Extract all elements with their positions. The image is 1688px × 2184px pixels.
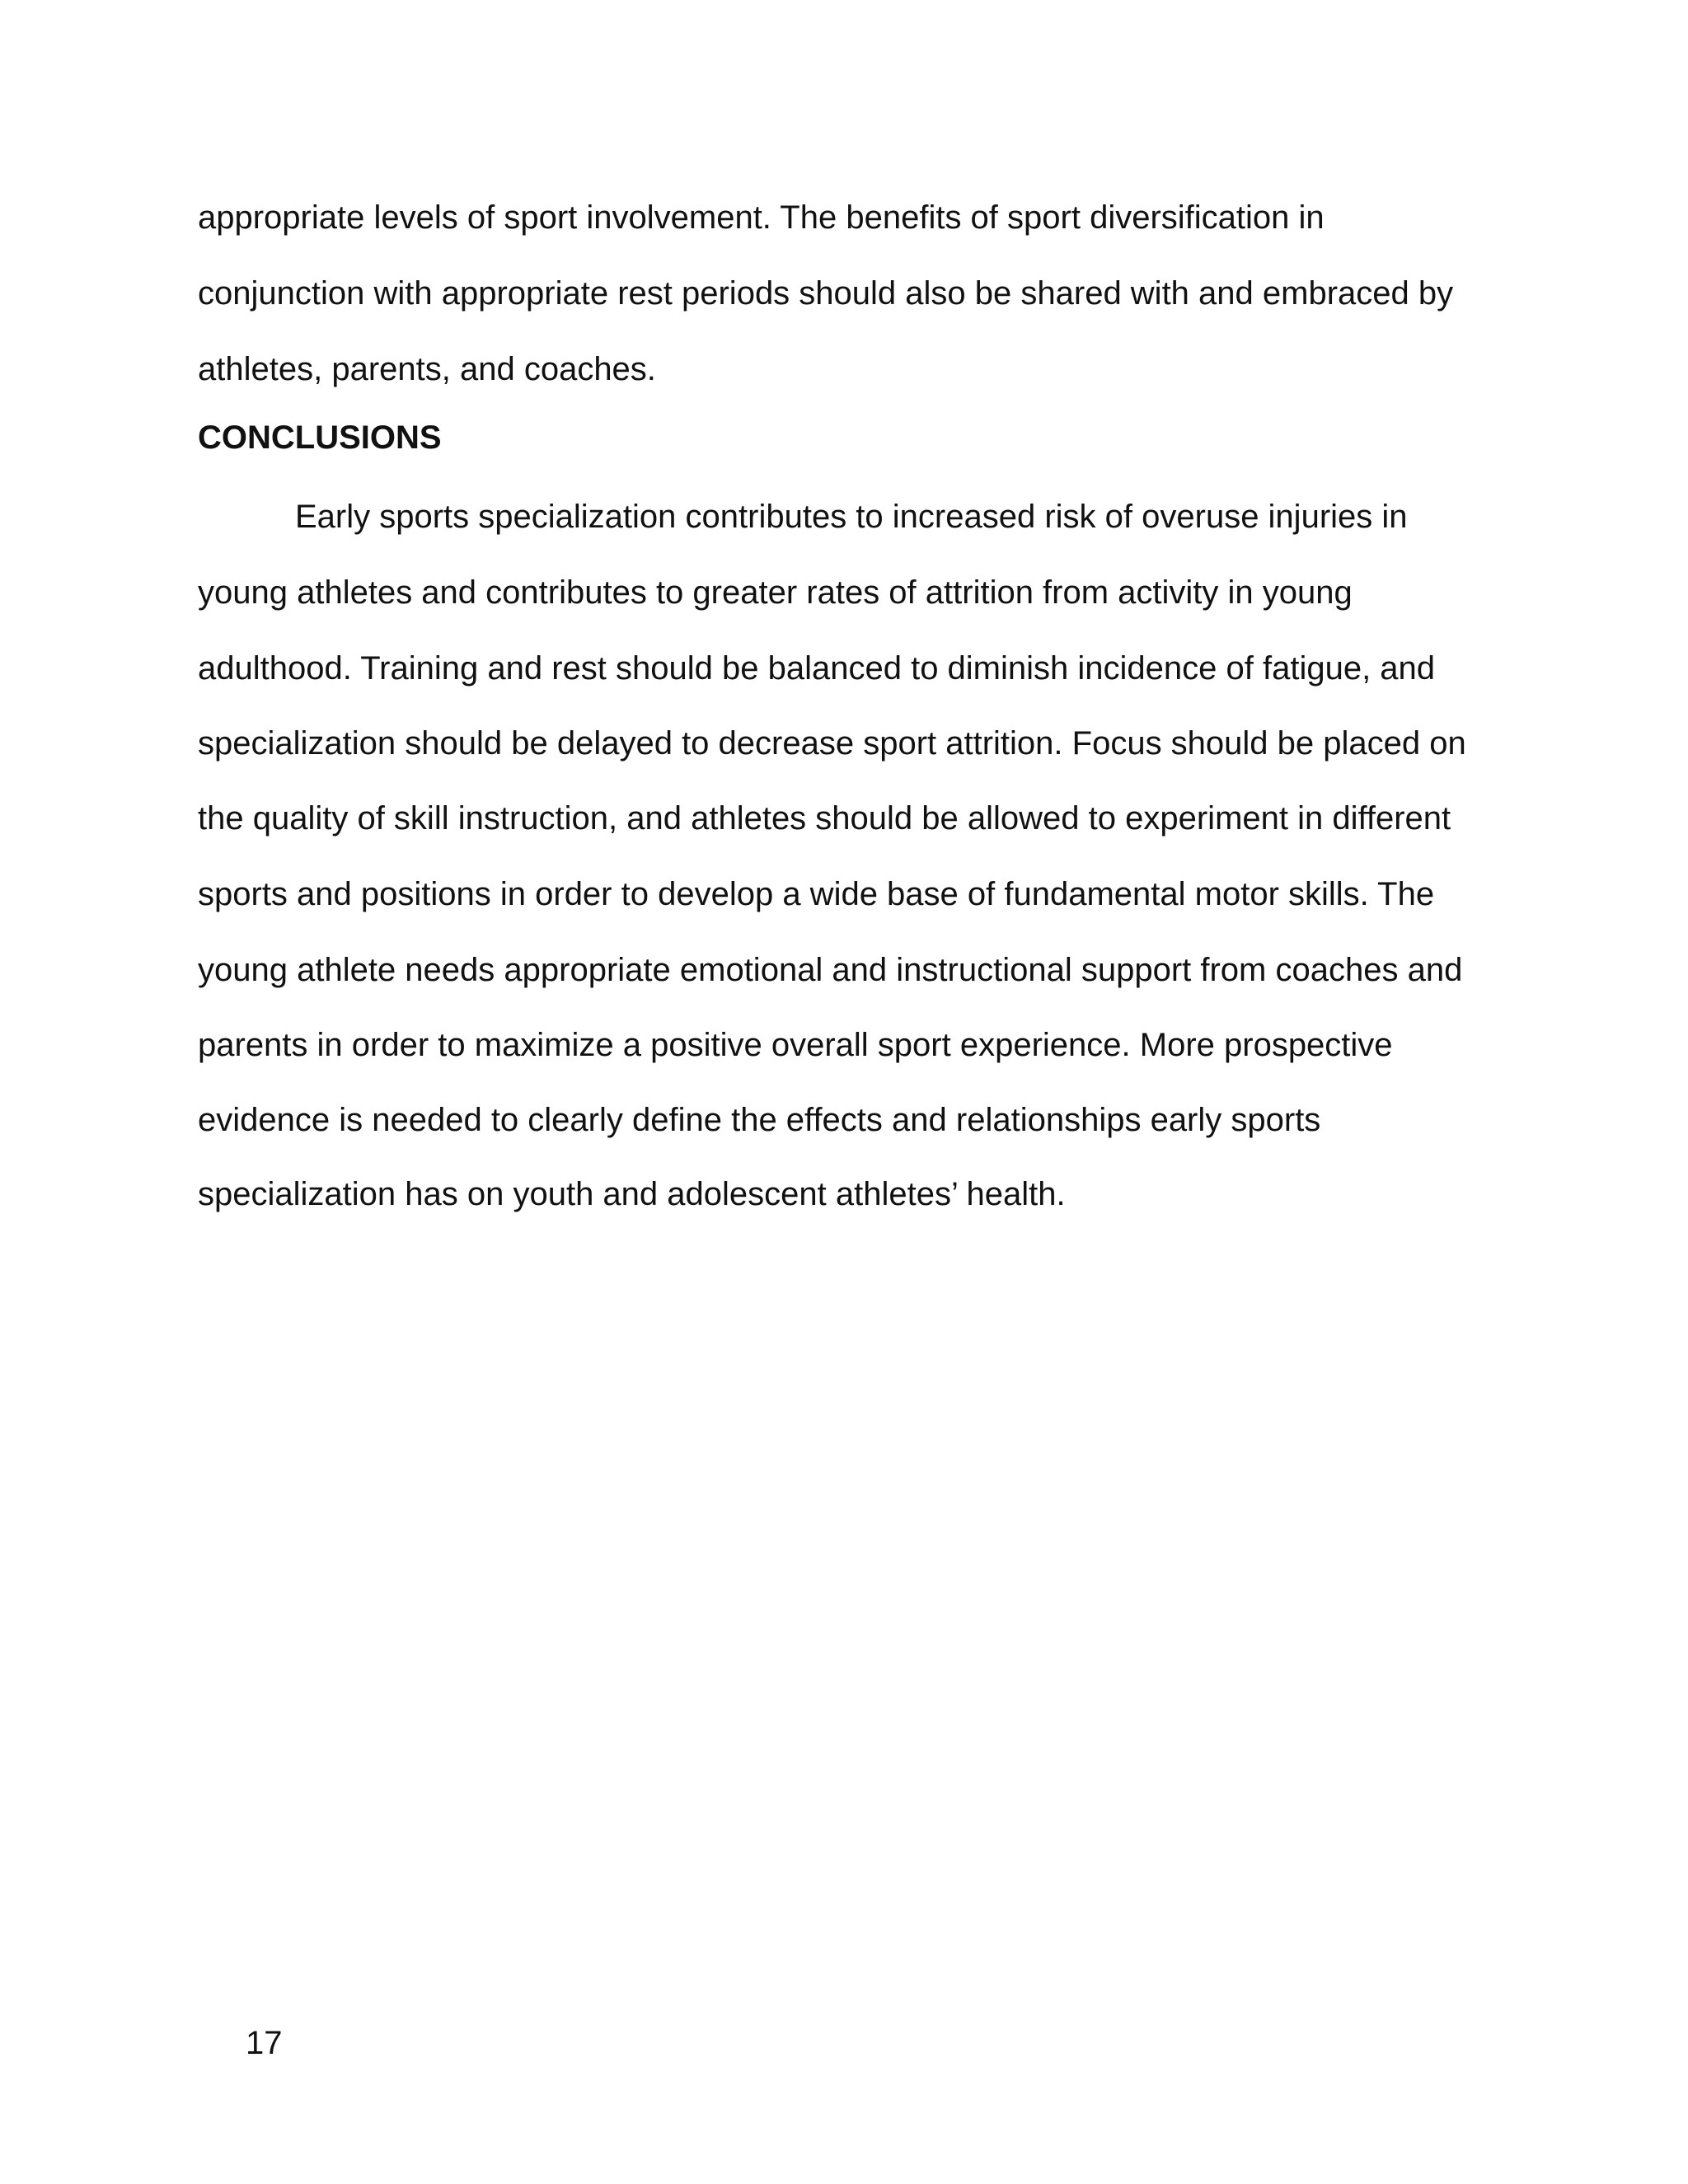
body-text-line: parents in order to maximize a positive overall sport experience. More prospective (198, 1027, 1393, 1063)
body-text-line: athletes, parents, and coaches. (198, 351, 656, 387)
body-text-line: young athlete needs appropriate emotional and instructional support from coaches and (198, 952, 1463, 988)
section-heading: CONCLUSIONS (198, 419, 442, 456)
body-text-line: the quality of skill instruction, and athletes should be allowed to experiment in different (198, 800, 1451, 837)
body-text-line: specialization has on youth and adolescent athletes’ health. (198, 1176, 1066, 1212)
body-text-line: conjunction with appropriate rest periods should also be shared with and embraced by (198, 275, 1454, 312)
body-text-line: appropriate levels of sport involvement. The benefits of sport diversification in (198, 199, 1325, 236)
body-text-line: evidence is needed to clearly define the effects and relationships early sports (198, 1102, 1321, 1138)
body-text-line: young athletes and contributes to greater rates of attrition from activity in young (198, 574, 1353, 611)
page-number: 17 (246, 2025, 283, 2061)
body-text-line: adulthood. Training and rest should be balanced to diminish incidence of fatigue, and (198, 650, 1436, 687)
body-text-line: sports and positions in order to develop a wide base of fundamental motor skills. The (198, 876, 1435, 912)
body-text-line: Early sports specialization contributes to increased risk of overuse injuries in (295, 499, 1408, 535)
body-text-line: specialization should be delayed to decrease sport attrition. Focus should be placed on (198, 725, 1466, 762)
